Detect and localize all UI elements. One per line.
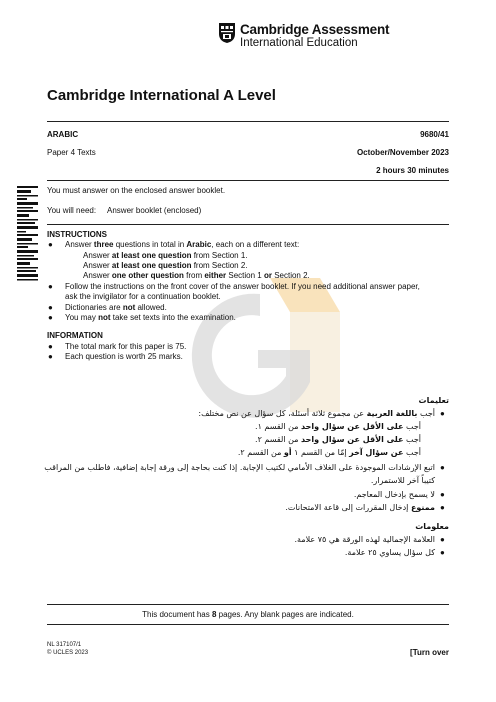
arabic-line2: أجب على الأقل عن سؤال واحد من القسم ١.: [255, 422, 421, 431]
arabic-info2: كل سؤال يساوي ٢٥ علامة.: [344, 548, 435, 557]
instruction-answer-three: Answer three questions in total in Arabic, each on a different text:: [65, 240, 300, 249]
instruction-follow-line1: Follow the instructions on the front cover of the answer booklet. If you need additional answer paper,: [65, 282, 420, 291]
bullet: ●: [48, 240, 53, 249]
arabic-line1: أجب باللغة العربية عن مجموع ثلاثة أسئلة، كل سؤال عن نص مختلف:: [198, 409, 435, 418]
divider: [47, 224, 449, 225]
arabic-line5: اتبع الإرشادات الموجودة على الغلاف الأمامي لكتيب الإجابة. إذا كنت بحاجة إلى ورقة إجابة إضافية، فاطلب من المراقب: [44, 463, 435, 472]
barcode: [17, 186, 38, 282]
arabic-information-heading: معلومات: [415, 522, 449, 531]
arabic-info1: العلامة الإجمالية لهذه الورقة هي ٧٥ علامة.: [294, 535, 435, 544]
logo-text-line2: International Education: [240, 37, 358, 49]
arabic-line3: أجب على الأقل عن سؤال واحد من القسم ٢.: [255, 435, 421, 444]
divider: [47, 180, 449, 181]
divider: [47, 121, 449, 122]
qualification-title: Cambridge International A Level: [47, 87, 276, 104]
document-code: NL 317107/1: [47, 642, 82, 648]
instruction-dictionaries: Dictionaries are not allowed.: [65, 303, 167, 312]
answer-note: You must answer on the enclosed answer booklet.: [47, 186, 226, 195]
instruction-section2: Answer at least one question from Section 2.: [83, 261, 248, 270]
arabic-line6: كتيباً آخر للاستمرار.: [370, 476, 435, 485]
turn-over: [Turn over: [410, 648, 449, 657]
page-count-note: This document has 8 pages. Any blank pages are indicated.: [142, 610, 354, 619]
divider: [47, 624, 449, 625]
instruction-follow-line2: ask the invigilator for a continuation booklet.: [65, 292, 221, 301]
bullet: ●: [48, 342, 53, 351]
need-label: You will need:: [47, 206, 97, 215]
information-heading: INFORMATION: [47, 331, 103, 340]
instruction-other: Answer one other question from either Section 1 or Section 2.: [83, 271, 310, 280]
info-total-mark: The total mark for this paper is 75.: [65, 342, 187, 351]
bullet: ●: [440, 463, 445, 472]
bullet: ●: [440, 503, 445, 512]
instruction-set-texts: You may not take set texts into the examination.: [65, 313, 236, 322]
arabic-line7: لا يسمح بإدخال المعاجم.: [353, 490, 435, 499]
exam-duration: 2 hours 30 minutes: [376, 166, 449, 175]
bullet: ●: [48, 313, 53, 322]
copyright: © UCLES 2023: [47, 650, 89, 656]
arabic-instructions-heading: تعليمات: [418, 396, 449, 405]
logo-text-line1: Cambridge Assessment: [240, 22, 390, 37]
cambridge-crest-icon: [218, 22, 236, 44]
bullet: ●: [48, 303, 53, 312]
instruction-section1: Answer at least one question from Section 1.: [83, 251, 248, 260]
arabic-line8: ممنوع إدخال المقررات إلى قاعة الامتحانات.: [285, 503, 435, 512]
paper-code: 9680/41: [420, 130, 449, 139]
bullet: ●: [440, 409, 445, 418]
bullet: ●: [48, 352, 53, 361]
paper-name: Paper 4 Texts: [47, 148, 96, 157]
bullet: ●: [440, 548, 445, 557]
bullet: ●: [440, 535, 445, 544]
exam-session: October/November 2023: [356, 148, 449, 157]
bullet: ●: [440, 490, 445, 499]
arabic-line4: أجب عن سؤال آخر إمّا من القسم ١ أو من القسم ٢.: [237, 448, 421, 457]
subject: ARABIC: [47, 130, 79, 139]
divider: [47, 604, 449, 605]
instructions-heading: INSTRUCTIONS: [47, 230, 107, 239]
need-value: Answer booklet (enclosed): [107, 206, 202, 215]
bullet: ●: [48, 282, 53, 291]
info-question-worth: Each question is worth 25 marks.: [65, 352, 183, 361]
